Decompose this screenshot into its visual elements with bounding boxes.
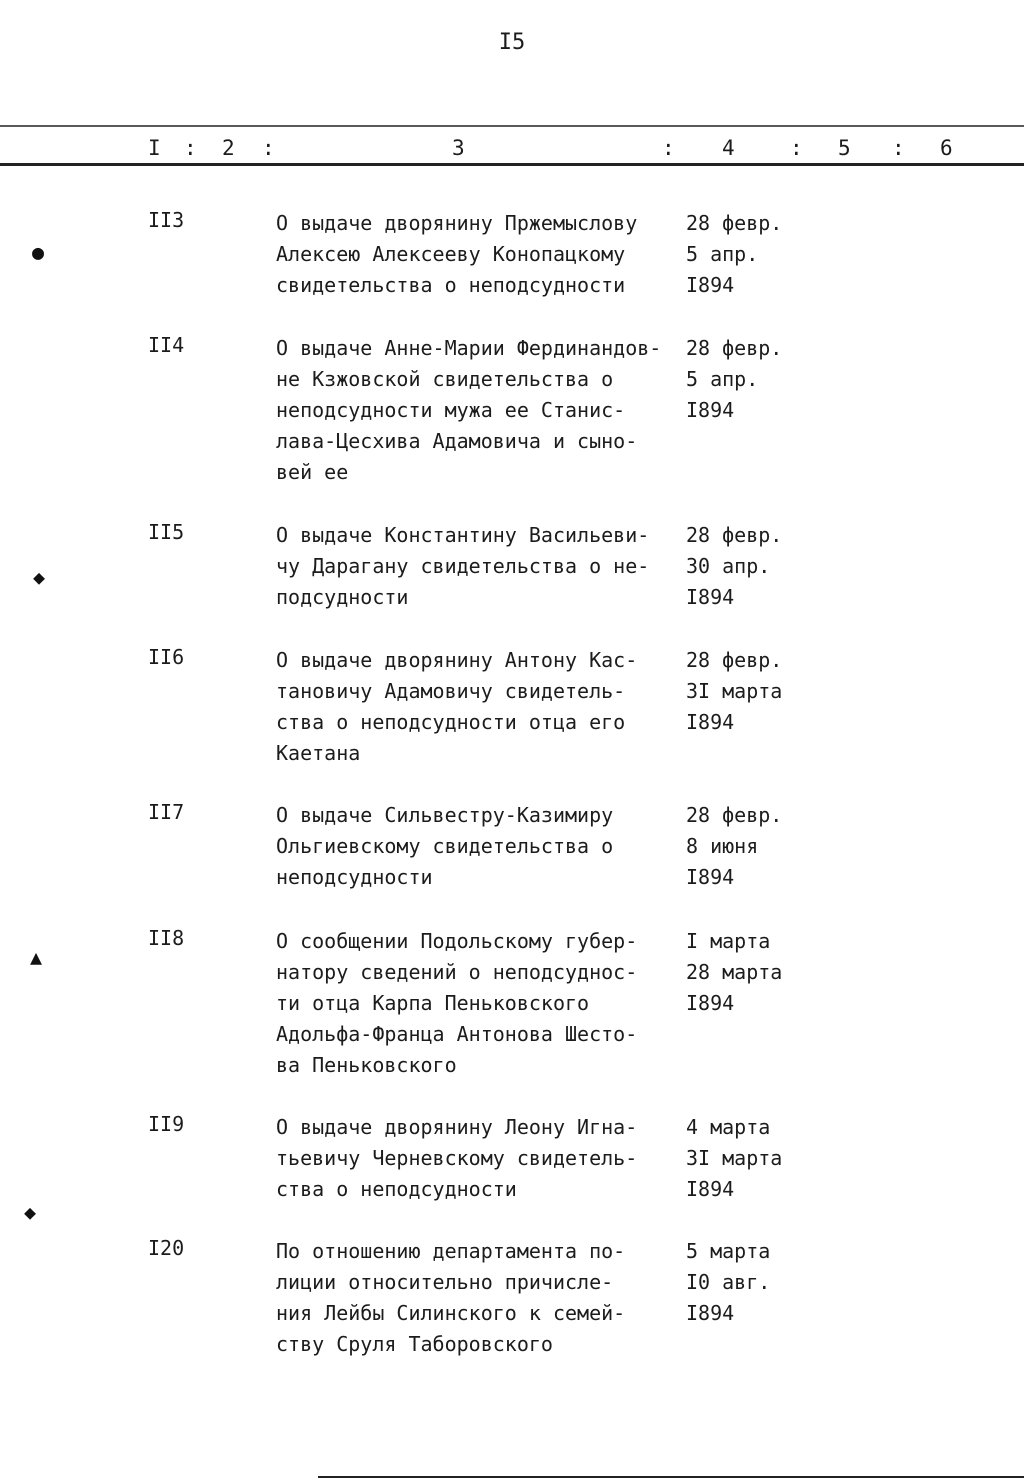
entry-dates bbox=[686, 1112, 782, 1205]
year: I894 bbox=[686, 710, 735, 734]
description-line: О сообщении Подольскому губер- bbox=[276, 929, 638, 953]
column-separator: : bbox=[184, 136, 197, 160]
year: I894 bbox=[686, 398, 735, 422]
description-line: Каетана bbox=[276, 741, 361, 765]
entry-dates bbox=[686, 520, 782, 613]
description-line: О выдаче Анне-Марии Фердинандов- bbox=[276, 336, 662, 360]
entry-dates bbox=[686, 645, 782, 738]
entry-description bbox=[276, 208, 676, 301]
start-date: 28 февр. bbox=[686, 211, 783, 235]
end-date: 30 апр. bbox=[686, 554, 771, 578]
entry-number: II5 bbox=[148, 520, 185, 544]
entry-number: II6 bbox=[148, 645, 185, 669]
description-line: лиции относительно причисле- bbox=[276, 1270, 614, 1294]
description-line: натору сведений о неподсуднос- bbox=[276, 960, 638, 984]
description-line: ству Сруля Таборовского bbox=[276, 1332, 553, 1356]
entry-number: I20 bbox=[148, 1236, 185, 1260]
description-line: вей ее bbox=[276, 460, 349, 484]
end-date: 28 марта bbox=[686, 960, 783, 984]
year: I894 bbox=[686, 1301, 735, 1325]
description-line: О выдаче дворянину Пржемыслову bbox=[276, 211, 638, 235]
punch-hole-mark: ◆ bbox=[33, 565, 46, 589]
end-date: 3I марта bbox=[686, 679, 783, 703]
column-header-1: I bbox=[148, 136, 161, 160]
description-line: неподсудности мужа ее Станис- bbox=[276, 398, 626, 422]
start-date: 28 февр. bbox=[686, 648, 783, 672]
punch-hole-mark: ◆ bbox=[24, 1200, 37, 1224]
entry-dates bbox=[686, 800, 782, 893]
start-date: I марта bbox=[686, 929, 771, 953]
column-header-2: 2 bbox=[222, 136, 235, 160]
bottom-rule bbox=[318, 1476, 1024, 1478]
year: I894 bbox=[686, 991, 735, 1015]
description-line: свидетельства о неподсудности bbox=[276, 273, 626, 297]
column-header-3: 3 bbox=[452, 136, 465, 160]
start-date: 28 февр. bbox=[686, 336, 783, 360]
end-date: 8 июня bbox=[686, 834, 759, 858]
column-header-4: 4 bbox=[722, 136, 735, 160]
entry-description bbox=[276, 926, 676, 1081]
description-line: ния Лейбы Силинского к семей- bbox=[276, 1301, 626, 1325]
entry-number: II4 bbox=[148, 333, 185, 357]
entry-number: II9 bbox=[148, 1112, 185, 1136]
description-line: ства о неподсудности bbox=[276, 1177, 517, 1201]
description-line: ства о неподсудности отца его bbox=[276, 710, 626, 734]
end-date: 5 апр. bbox=[686, 367, 759, 391]
description-line: О выдаче Сильвестру-Казимиру bbox=[276, 803, 614, 827]
description-line: чу Дарагану свидетельства о не- bbox=[276, 554, 650, 578]
description-line: Алексею Алексееву Конопацкому bbox=[276, 242, 626, 266]
column-separator: : bbox=[892, 136, 905, 160]
column-separator: : bbox=[790, 136, 803, 160]
entry-dates bbox=[686, 333, 782, 426]
description-line: Ольгиевскому свидетельства о bbox=[276, 834, 614, 858]
entry-description bbox=[276, 333, 676, 488]
start-date: 4 марта bbox=[686, 1115, 771, 1139]
end-date: 5 апр. bbox=[686, 242, 759, 266]
column-header-5: 5 bbox=[838, 136, 851, 160]
description-line: не Кзжовской свидетельства о bbox=[276, 367, 614, 391]
header-top-rule bbox=[0, 125, 1024, 127]
column-header-6: 6 bbox=[940, 136, 953, 160]
entry-dates bbox=[686, 1236, 770, 1329]
year: I894 bbox=[686, 585, 735, 609]
description-line: О выдаче дворянину Леону Игна- bbox=[276, 1115, 638, 1139]
start-date: 28 февр. bbox=[686, 803, 783, 827]
entry-number: II8 bbox=[148, 926, 185, 950]
end-date: I0 авг. bbox=[686, 1270, 771, 1294]
description-line: По отношению департамента по- bbox=[276, 1239, 626, 1263]
punch-hole-mark: ● bbox=[32, 240, 45, 264]
entry-dates bbox=[686, 926, 782, 1019]
year: I894 bbox=[686, 273, 735, 297]
end-date: 3I марта bbox=[686, 1146, 783, 1170]
description-line: ва Пеньковского bbox=[276, 1053, 457, 1077]
entry-dates bbox=[686, 208, 782, 301]
column-separator: : bbox=[262, 136, 275, 160]
page-number: I5 bbox=[498, 30, 526, 55]
column-separator: : bbox=[662, 136, 675, 160]
description-line: О выдаче дворянину Антону Кас- bbox=[276, 648, 638, 672]
description-line: тановичу Адамовичу свидетель- bbox=[276, 679, 626, 703]
entry-description bbox=[276, 800, 676, 893]
year: I894 bbox=[686, 865, 735, 889]
description-line: лава-Цесхива Адамовича и сыно- bbox=[276, 429, 638, 453]
description-line: неподсудности bbox=[276, 865, 433, 889]
entry-number: II3 bbox=[148, 208, 185, 232]
entry-description bbox=[276, 520, 676, 613]
start-date: 28 февр. bbox=[686, 523, 783, 547]
entry-description bbox=[276, 645, 676, 769]
entry-number: II7 bbox=[148, 800, 185, 824]
description-line: О выдаче Константину Васильеви- bbox=[276, 523, 650, 547]
description-line: подсудности bbox=[276, 585, 409, 609]
description-line: тьевичу Черневскому свидетель- bbox=[276, 1146, 638, 1170]
year: I894 bbox=[686, 1177, 735, 1201]
entry-description bbox=[276, 1112, 676, 1205]
description-line: Адольфа-Франца Антонова Шесто- bbox=[276, 1022, 638, 1046]
header-bottom-rule bbox=[0, 163, 1024, 166]
entry-description bbox=[276, 1236, 676, 1360]
start-date: 5 марта bbox=[686, 1239, 771, 1263]
description-line: ти отца Карпа Пеньковского bbox=[276, 991, 590, 1015]
punch-hole-mark: ▲ bbox=[30, 945, 43, 969]
